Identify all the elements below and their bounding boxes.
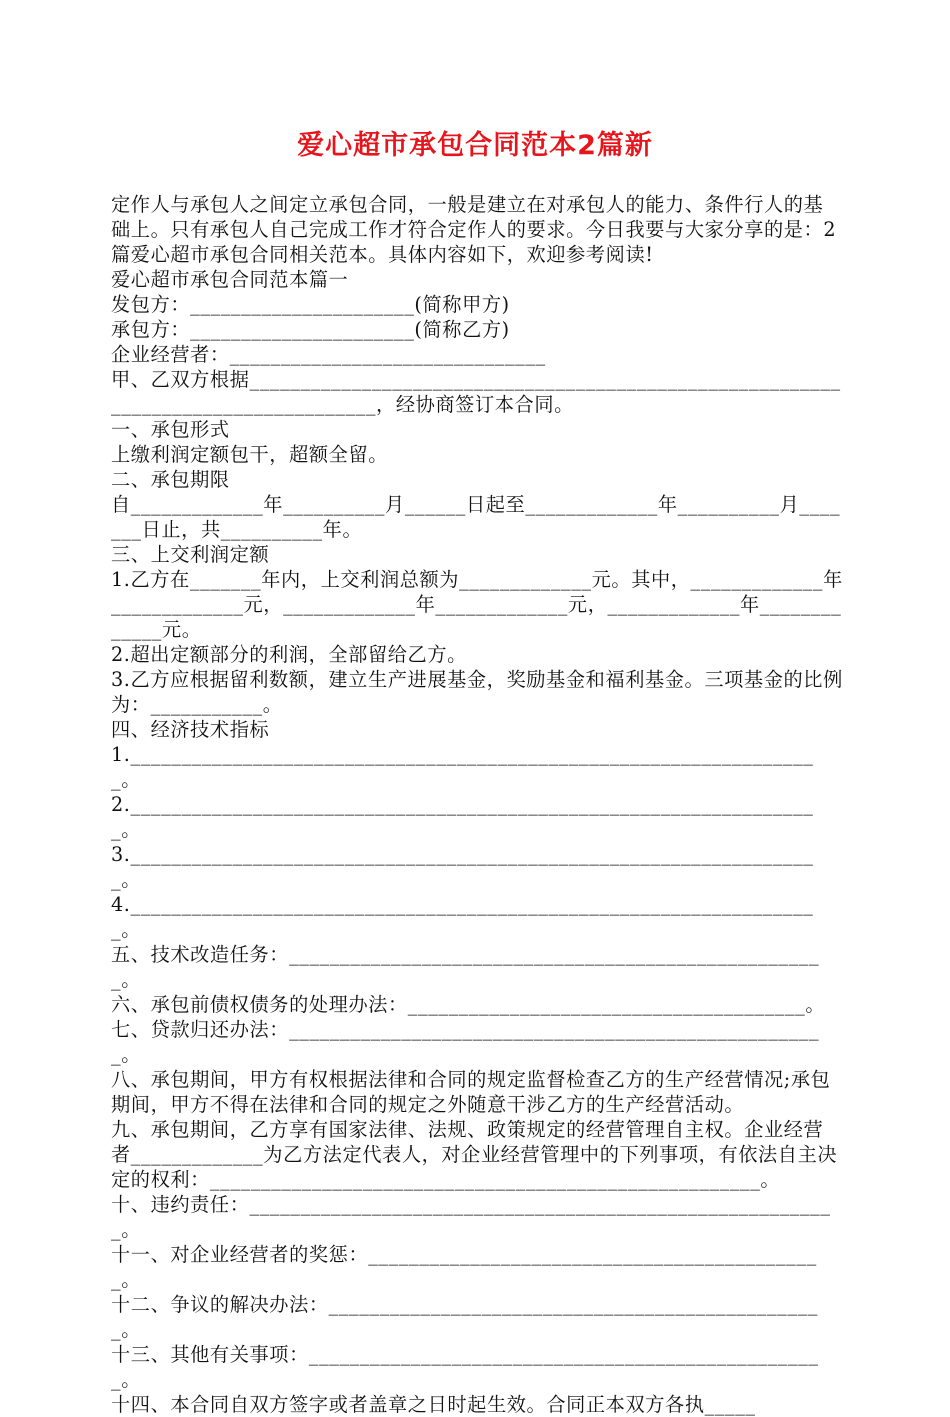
section-heading: 爱心超市承包合同范本篇一 <box>111 268 349 291</box>
clause-text: 六、承包前债权债务的处理办法：_______________________________________。 <box>111 993 826 1016</box>
party-b-line: 承包方：______________________(简称乙方) <box>111 318 510 341</box>
indicator-line: 2.____________________________________________________________________。 <box>111 793 814 841</box>
indicator-line: 1.____________________________________________________________________。 <box>111 743 814 791</box>
clause-heading: 一、承包形式 <box>111 418 230 441</box>
document-title: 爱心超市承包合同范本2篇新 <box>297 130 653 161</box>
clause-text: 五、技术改造任务：_____________________________________________________。 <box>111 943 820 991</box>
indicator-line: 3.____________________________________________________________________。 <box>111 843 814 891</box>
clause-heading: 三、上交利润定额 <box>111 543 270 566</box>
intro-paragraph: 定作人与承包人之间定立承包合同，一般是建立在对承包人的能力、条件行人的基础上。只有承包人自己完成工作才符合定作人的要求。今日我要与大家分享的是：2篇爱心超市承包合同相关范本。具体内容如下，欢迎参考阅读! <box>111 193 837 266</box>
party-a-line: 发包方：______________________(简称甲方) <box>111 293 510 316</box>
clause-text: 自_____________年__________月______日起至_____________年__________月_______日止，共__________年。 <box>111 493 841 541</box>
clause-text: 十四、本合同自双方签字或者盖章之日时起生效。合同正本双方各执_____ <box>111 1393 756 1416</box>
clause-text: 上缴利润定额包干，超额全留。 <box>111 443 389 466</box>
clause-text: 十一、对企业经营者的奖惩：_____________________________________________。 <box>111 1243 817 1291</box>
clause-text: 十、违约责任：__________________________________________________________。 <box>111 1193 831 1241</box>
indicator-line: 4.____________________________________________________________________。 <box>111 893 814 941</box>
clause-text: 十二、争议的解决办法：_________________________________________________。 <box>111 1293 818 1341</box>
clause-text: 七、贷款归还办法：_____________________________________________________。 <box>111 1018 820 1066</box>
clause-text: 九、承包期间，乙方享有国家法律、法规、政策规定的经营管理自主权。企业经营者_____________为乙方法定代表人，对企业经营管理中的下列事项，有依法自主决定的权利：______________________________________________________。 <box>111 1118 838 1191</box>
clause-text: 十三、其他有关事项：___________________________________________________。 <box>111 1343 819 1391</box>
clause-heading: 四、经济技术指标 <box>111 718 270 741</box>
basis-line: 甲、乙双方根据____________________________________________________________________________________，经协商签订本合同。 <box>111 368 841 416</box>
clause-text: 2.超出定额部分的利润，全部留给乙方。 <box>111 643 467 666</box>
clause-text: 八、承包期间，甲方有权根据法律和合同的规定监督检查乙方的生产经营情况;承包期间，甲方不得在法律和合同的规定之外随意干涉乙方的生产经营活动。 <box>111 1068 831 1116</box>
operator-line: 企业经营者：_______________________________ <box>111 343 546 366</box>
document-body <box>111 192 843 1417</box>
clause-text: 3.乙方应根据留利数额，建立生产进展基金，奖励基金和福利基金。三项基金的比例为：___________。 <box>111 668 843 716</box>
clause-text: 1.乙方在_______年内，上交利润总额为_____________元。其中，_____________年_____________元，_____________年_____________元，_____________年_____________元。 <box>111 568 843 641</box>
clause-heading: 二、承包期限 <box>111 468 230 491</box>
